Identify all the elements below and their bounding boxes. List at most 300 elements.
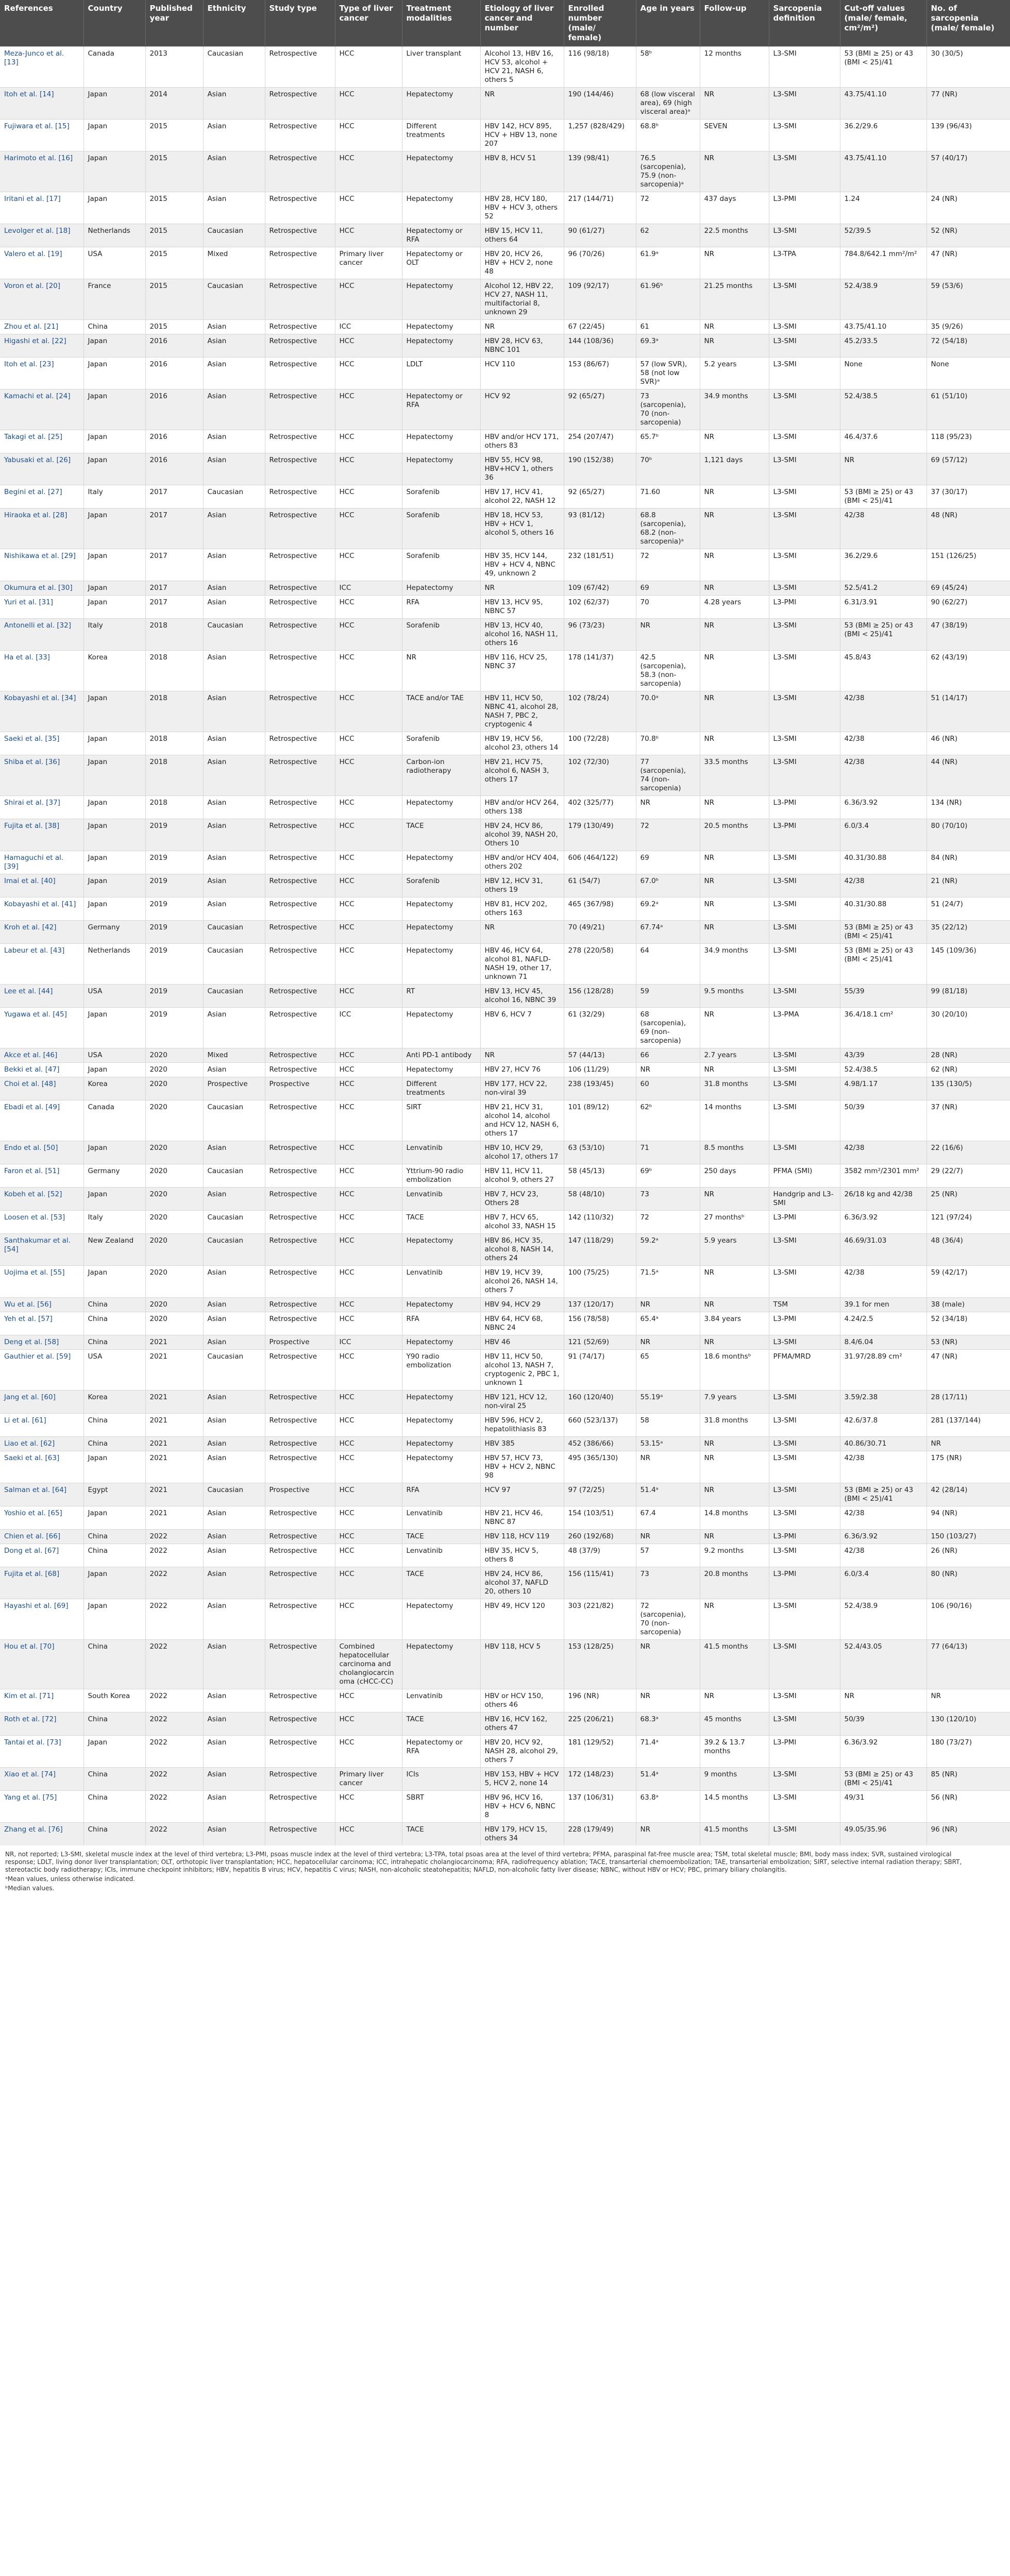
- table-cell: 437 days: [700, 192, 769, 224]
- reference-link[interactable]: Kobeh et al. [52]: [0, 1188, 83, 1211]
- table-cell: HCC: [335, 47, 402, 88]
- reference-link[interactable]: Ebadi et al. [49]: [0, 1100, 83, 1141]
- table-row: [0, 549, 1010, 581]
- table-cell: 46 (NR): [927, 732, 1010, 755]
- reference-link[interactable]: Endo et al. [50]: [0, 1141, 83, 1164]
- table-row: [0, 88, 1010, 120]
- table-cell: 61 (32/29): [564, 1008, 636, 1048]
- table-cell: 2016: [145, 453, 203, 485]
- table-cell: 135 (130/5): [927, 1077, 1010, 1100]
- reference-link[interactable]: Yoshio et al. [65]: [0, 1506, 83, 1530]
- table-cell: Retrospective: [265, 47, 335, 88]
- table-cell: HCC: [335, 619, 402, 651]
- table-cell: 2020: [145, 1077, 203, 1100]
- table-cell: HCC: [335, 796, 402, 819]
- table-cell: 156 (115/41): [564, 1567, 636, 1599]
- footnote-line: ᵃMean values, unless otherwise indicated.: [5, 1875, 136, 1883]
- table-cell: USA: [83, 1048, 145, 1063]
- reference-link[interactable]: Labeur et al. [43]: [0, 944, 83, 985]
- table-cell: 60: [636, 1077, 700, 1100]
- table-cell: Retrospective: [265, 1414, 335, 1437]
- table-cell: Asian: [203, 1791, 265, 1823]
- table-cell: 62: [636, 224, 700, 247]
- table-cell: HCC: [335, 985, 402, 1008]
- table-cell: NR: [636, 1640, 700, 1689]
- table-cell: Yttrium-90 radio embolization: [402, 1164, 480, 1188]
- table-cell: L3-SMI: [769, 224, 840, 247]
- table-row: [0, 1077, 1010, 1100]
- table-cell: Asian: [203, 1736, 265, 1768]
- table-cell: 47 (NR): [927, 1350, 1010, 1391]
- table-cell: 37 (30/17): [927, 485, 1010, 509]
- table-cell: L3-SMI: [769, 1437, 840, 1451]
- table-cell: 93 (81/12): [564, 509, 636, 549]
- table-cell: 106 (90/16): [927, 1599, 1010, 1640]
- table-cell: HCC: [335, 1312, 402, 1335]
- reference-link[interactable]: Deng et al. [58]: [0, 1335, 83, 1350]
- table-cell: Caucasian: [203, 619, 265, 651]
- reference-link[interactable]: Itoh et al. [14]: [0, 88, 83, 120]
- table-cell: Retrospective: [265, 1713, 335, 1736]
- table-cell: L3-SMI: [769, 509, 840, 549]
- table-cell: HCC: [335, 485, 402, 509]
- table-cell: HBV 35, HCV 144, HBV + HCV 4, NBNC 49, unknown 2: [480, 549, 564, 581]
- table-cell: 9 months: [700, 1768, 769, 1791]
- table-cell: 2017: [145, 581, 203, 596]
- column-header: Ethnicity: [203, 0, 265, 47]
- reference-link[interactable]: Bekki et al. [47]: [0, 1063, 83, 1077]
- table-cell: Retrospective: [265, 1791, 335, 1823]
- table-cell: 2020: [145, 1188, 203, 1211]
- reference-link[interactable]: Okumura et al. [30]: [0, 581, 83, 596]
- table-cell: Asian: [203, 1008, 265, 1048]
- table-cell: 96 (73/23): [564, 619, 636, 651]
- reference-link[interactable]: Kamachi et al. [24]: [0, 389, 83, 430]
- table-cell: 43.75/41.10: [840, 151, 927, 192]
- table-cell: L3-SMI: [769, 921, 840, 944]
- table-row: [0, 1211, 1010, 1234]
- table-cell: HCC: [335, 1100, 402, 1141]
- reference-link[interactable]: Meza-Junco et al. [13]: [0, 47, 83, 88]
- column-header: Country: [83, 0, 145, 47]
- table-cell: NR: [636, 1530, 700, 1544]
- table-cell: Sorafenib: [402, 874, 480, 897]
- table-row: [0, 1350, 1010, 1391]
- table-cell: Japan: [83, 874, 145, 897]
- table-cell: 3.59/2.38: [840, 1391, 927, 1414]
- table-row: [0, 1791, 1010, 1823]
- table-cell: Asian: [203, 596, 265, 619]
- table-cell: ICIs: [402, 1768, 480, 1791]
- table-cell: 36.2/29.6: [840, 120, 927, 151]
- reference-link[interactable]: Kobayashi et al. [34]: [0, 691, 83, 732]
- table-cell: Japan: [83, 581, 145, 596]
- reference-link[interactable]: Kroh et al. [42]: [0, 921, 83, 944]
- table-cell: 232 (181/51): [564, 549, 636, 581]
- table-cell: 14 months: [700, 1100, 769, 1141]
- reference-link[interactable]: Yang et al. [75]: [0, 1791, 83, 1823]
- reference-link[interactable]: Wu et al. [56]: [0, 1298, 83, 1312]
- table-cell: HBV 153, HBV + HCV 5, HCV 2, none 14: [480, 1768, 564, 1791]
- reference-link[interactable]: Antonelli et al. [32]: [0, 619, 83, 651]
- table-cell: 180 (73/27): [927, 1736, 1010, 1768]
- table-row: [0, 874, 1010, 897]
- table-cell: Retrospective: [265, 1211, 335, 1234]
- table-cell: Asian: [203, 1141, 265, 1164]
- table-cell: 36.4/18.1 cm²: [840, 1008, 927, 1048]
- table-row: [0, 985, 1010, 1008]
- table-cell: 52 (NR): [927, 224, 1010, 247]
- reference-link[interactable]: Hou et al. [70]: [0, 1640, 83, 1689]
- table-cell: 784.8/642.1 mm²/m²: [840, 247, 927, 279]
- table-cell: 53 (BMI ≥ 25) or 43 (BMI < 25)/41: [840, 1483, 927, 1506]
- table-cell: 63 (53/10): [564, 1141, 636, 1164]
- table-cell: NR: [700, 430, 769, 453]
- reference-link[interactable]: Uojima et al. [55]: [0, 1266, 83, 1298]
- table-cell: 2020: [145, 1048, 203, 1063]
- table-cell: 45 months: [700, 1713, 769, 1736]
- table-cell: L3-SMI: [769, 1640, 840, 1689]
- table-cell: PFMA/MRD: [769, 1350, 840, 1391]
- table-cell: HBV 121, HCV 12, non-viral 25: [480, 1391, 564, 1414]
- table-cell: Japan: [83, 1506, 145, 1530]
- table-cell: Netherlands: [83, 944, 145, 985]
- table-cell: NR: [700, 1437, 769, 1451]
- table-cell: Caucasian: [203, 1234, 265, 1266]
- table-cell: China: [83, 1640, 145, 1689]
- table-cell: 2019: [145, 874, 203, 897]
- table-cell: L3-SMI: [769, 389, 840, 430]
- table-cell: L3-SMI: [769, 1063, 840, 1077]
- table-row: [0, 279, 1010, 320]
- table-cell: Retrospective: [265, 732, 335, 755]
- reference-link[interactable]: Imai et al. [40]: [0, 874, 83, 897]
- reference-link[interactable]: Zhang et al. [76]: [0, 1823, 83, 1846]
- table-cell: Retrospective: [265, 1141, 335, 1164]
- table-cell: Lenvatinib: [402, 1141, 480, 1164]
- reference-link[interactable]: Faron et al. [51]: [0, 1164, 83, 1188]
- reference-link[interactable]: Jang et al. [60]: [0, 1391, 83, 1414]
- footnote-line: NR, not reported; L3-SMI, skeletal muscle index at the level of third vertebra; L3-PMI, psoas muscle index at the level of third vertebra; L3-TPA, total psoas area at the level of third vertebra; PFMA, paraspinal fat-free muscle area; TSM, total skeletal muscle; BMI, body mass index; SVR, sustained virological response; LDLT, living donor liver transplantation; OLT, orthotopic liver transplantation; HCC, hepatocellular carcinoma; ICC, intrahepatic cholangiocarcinoma; RFA, radiofrequency ablation; TACE, transarterial chemoembolization; TAE, transarterial embolization; SIRT, selective internal radiation therapy; SBRT, stereotactic body radiotherapy; ICIs, immune checkpoint inhibitors; HBV, hepatitis B virus; HCV, hepatitis C virus; NASH, non-alcoholic steatohepatitis; NAFLD, non-alcoholic fatty liver disease; NBNC, without HBV or HCV; PBC, primary biliary cholangitis.: [5, 1851, 962, 1873]
- table-cell: TACE: [402, 1530, 480, 1544]
- table-cell: L3-SMI: [769, 1234, 840, 1266]
- table-cell: Retrospective: [265, 985, 335, 1008]
- table-cell: 68.8 (sarcopenia), 68.2 (non-sarcopenia)ᵃ: [636, 509, 700, 549]
- table-cell: Netherlands: [83, 224, 145, 247]
- table-cell: L3-PMI: [769, 796, 840, 819]
- table-cell: 2018: [145, 691, 203, 732]
- reference-link[interactable]: Liao et al. [62]: [0, 1437, 83, 1451]
- table-cell: HCC: [335, 819, 402, 851]
- table-cell: Japan: [83, 151, 145, 192]
- table-cell: 145 (109/36): [927, 944, 1010, 985]
- reference-link[interactable]: Dong et al. [67]: [0, 1544, 83, 1567]
- reference-link[interactable]: Nishikawa et al. [29]: [0, 549, 83, 581]
- table-row: [0, 1567, 1010, 1599]
- reference-link[interactable]: Shirai et al. [37]: [0, 796, 83, 819]
- reference-link[interactable]: Hayashi et al. [69]: [0, 1599, 83, 1640]
- table-cell: Retrospective: [265, 1506, 335, 1530]
- reference-link[interactable]: Tantai et al. [73]: [0, 1736, 83, 1768]
- table-cell: Carbon-ion radiotherapy: [402, 755, 480, 796]
- table-row: [0, 1451, 1010, 1483]
- reference-link[interactable]: Roth et al. [72]: [0, 1713, 83, 1736]
- reference-link[interactable]: Salman et al. [64]: [0, 1483, 83, 1506]
- table-row: [0, 1335, 1010, 1350]
- table-cell: NR: [700, 796, 769, 819]
- table-cell: USA: [83, 247, 145, 279]
- table-cell: 24 (NR): [927, 192, 1010, 224]
- table-cell: Retrospective: [265, 1640, 335, 1689]
- table-cell: Asian: [203, 1823, 265, 1846]
- table-row: [0, 1164, 1010, 1188]
- reference-link[interactable]: Yuri et al. [31]: [0, 596, 83, 619]
- table-cell: L3-SMI: [769, 1414, 840, 1437]
- table-row: [0, 897, 1010, 921]
- table-cell: HBV 11, HCV 50, NBNC 41, alcohol 28, NASH 7, PBC 2, cryptogenic 4: [480, 691, 564, 732]
- table-row: [0, 358, 1010, 389]
- footnote-line: ᵇMedian values.: [5, 1885, 55, 1892]
- table-cell: 69: [636, 581, 700, 596]
- table-cell: 69.3ᵃ: [636, 334, 700, 358]
- table-cell: Japan: [83, 120, 145, 151]
- table-cell: China: [83, 1823, 145, 1846]
- table-cell: NR: [700, 247, 769, 279]
- column-header: References: [0, 0, 83, 47]
- table-cell: 6.36/3.92: [840, 1736, 927, 1768]
- table-cell: L3-SMI: [769, 1483, 840, 1506]
- reference-link[interactable]: Saeki et al. [63]: [0, 1451, 83, 1483]
- table-cell: 70.0ᵃ: [636, 691, 700, 732]
- table-cell: 69.2ᵃ: [636, 897, 700, 921]
- table-cell: SIRT: [402, 1100, 480, 1141]
- table-cell: NR: [700, 581, 769, 596]
- table-cell: Caucasian: [203, 47, 265, 88]
- table-cell: 42/38: [840, 1141, 927, 1164]
- table-cell: HCC: [335, 921, 402, 944]
- table-cell: 42/38: [840, 1451, 927, 1483]
- table-cell: Sorafenib: [402, 619, 480, 651]
- table-cell: Retrospective: [265, 596, 335, 619]
- table-cell: 2022: [145, 1640, 203, 1689]
- reference-link[interactable]: Higashi et al. [22]: [0, 334, 83, 358]
- table-cell: 42/38: [840, 755, 927, 796]
- reference-link[interactable]: Kim et al. [71]: [0, 1689, 83, 1713]
- reference-link[interactable]: Chien et al. [66]: [0, 1530, 83, 1544]
- reference-link[interactable]: Saeki et al. [35]: [0, 732, 83, 755]
- reference-link[interactable]: Yugawa et al. [45]: [0, 1008, 83, 1048]
- table-cell: 73: [636, 1188, 700, 1211]
- table-cell: 2022: [145, 1791, 203, 1823]
- reference-link[interactable]: Iritani et al. [17]: [0, 192, 83, 224]
- table-cell: 225 (206/21): [564, 1713, 636, 1736]
- table-cell: NR: [480, 88, 564, 120]
- reference-link[interactable]: Akce et al. [46]: [0, 1048, 83, 1063]
- table-cell: Caucasian: [203, 1100, 265, 1141]
- table-cell: Retrospective: [265, 1823, 335, 1846]
- table-cell: 27 monthsᵇ: [700, 1211, 769, 1234]
- table-cell: 41.5 months: [700, 1640, 769, 1689]
- table-cell: L3-SMI: [769, 334, 840, 358]
- table-cell: HBV 64, HCV 68, NBNC 24: [480, 1312, 564, 1335]
- table-cell: Asian: [203, 651, 265, 691]
- table-cell: 51.4ᵃ: [636, 1483, 700, 1506]
- table-cell: 92 (65/27): [564, 389, 636, 430]
- table-cell: Caucasian: [203, 224, 265, 247]
- table-cell: Hepatectomy: [402, 1234, 480, 1266]
- table-cell: 62 (NR): [927, 1063, 1010, 1077]
- table-cell: HBV 49, HCV 120: [480, 1599, 564, 1640]
- reference-link[interactable]: Li et al. [61]: [0, 1414, 83, 1437]
- table-row: [0, 120, 1010, 151]
- table-cell: 34.9 months: [700, 389, 769, 430]
- table-cell: 281 (137/144): [927, 1414, 1010, 1437]
- table-cell: Retrospective: [265, 1437, 335, 1451]
- table-row: [0, 819, 1010, 851]
- table-cell: 2015: [145, 224, 203, 247]
- table-cell: Hepatectomy: [402, 1335, 480, 1350]
- reference-link[interactable]: Valero et al. [19]: [0, 247, 83, 279]
- table-cell: HBV 28, HCV 180, HBV + HCV 3, others 52: [480, 192, 564, 224]
- table-cell: 4.28 years: [700, 596, 769, 619]
- reference-link[interactable]: Choi et al. [48]: [0, 1077, 83, 1100]
- table-cell: HBV 596, HCV 2, hepatolithiasis 83: [480, 1414, 564, 1437]
- column-header: Follow-up: [700, 0, 769, 47]
- table-row: [0, 1768, 1010, 1791]
- table-cell: 14.5 months: [700, 1791, 769, 1823]
- table-cell: 68.3ᵃ: [636, 1713, 700, 1736]
- table-cell: Hepatectomy: [402, 88, 480, 120]
- reference-link[interactable]: Fujiwara et al. [15]: [0, 120, 83, 151]
- table-cell: 5.9 years: [700, 1234, 769, 1266]
- table-cell: China: [83, 1414, 145, 1437]
- reference-link[interactable]: Begini et al. [27]: [0, 485, 83, 509]
- table-cell: China: [83, 1530, 145, 1544]
- table-cell: 101 (89/12): [564, 1100, 636, 1141]
- table-cell: 2015: [145, 192, 203, 224]
- table-cell: 30 (20/10): [927, 1008, 1010, 1048]
- table-cell: 61 (54/7): [564, 874, 636, 897]
- reference-link[interactable]: Yeh et al. [57]: [0, 1312, 83, 1335]
- table-cell: 172 (148/23): [564, 1768, 636, 1791]
- table-cell: 144 (108/36): [564, 334, 636, 358]
- table-cell: Retrospective: [265, 1048, 335, 1063]
- table-cell: NR: [700, 1008, 769, 1048]
- table-cell: HCC: [335, 358, 402, 389]
- table-cell: 71.5ᵃ: [636, 1266, 700, 1298]
- table-cell: NR: [700, 1335, 769, 1350]
- reference-link[interactable]: Ha et al. [33]: [0, 651, 83, 691]
- table-cell: NR: [927, 1689, 1010, 1713]
- table-cell: 495 (365/130): [564, 1451, 636, 1483]
- reference-link[interactable]: Lee et al. [44]: [0, 985, 83, 1008]
- table-cell: HBV 86, HCV 35, alcohol 8, NASH 14, others 24: [480, 1234, 564, 1266]
- table-cell: L3-SMI: [769, 985, 840, 1008]
- table-cell: 196 (NR): [564, 1689, 636, 1713]
- table-cell: HBV 16, HCV 162, others 47: [480, 1713, 564, 1736]
- table-cell: 20.8 months: [700, 1567, 769, 1599]
- table-cell: 20.5 months: [700, 819, 769, 851]
- reference-link[interactable]: Zhou et al. [21]: [0, 320, 83, 334]
- table-cell: HBV 46, HCV 64, alcohol 81, NAFLD-NASH 19, other 17, unknown 71: [480, 944, 564, 985]
- table-cell: 57 (40/17): [927, 151, 1010, 192]
- table-cell: HBV 13, HCV 40, alcohol 16, NASH 11, others 16: [480, 619, 564, 651]
- reference-link[interactable]: Harimoto et al. [16]: [0, 151, 83, 192]
- reference-link[interactable]: Itoh et al. [23]: [0, 358, 83, 389]
- table-cell: 57 (44/13): [564, 1048, 636, 1063]
- table-cell: HCC: [335, 1483, 402, 1506]
- table-cell: NR: [636, 619, 700, 651]
- reference-link[interactable]: Levolger et al. [18]: [0, 224, 83, 247]
- reference-link[interactable]: Loosen et al. [53]: [0, 1211, 83, 1234]
- table-cell: 2017: [145, 509, 203, 549]
- table-cell: Retrospective: [265, 151, 335, 192]
- table-cell: HBV 19, HCV 39, alcohol 26, NASH 14, others 7: [480, 1266, 564, 1298]
- table-cell: Asian: [203, 1437, 265, 1451]
- table-cell: L3-PMI: [769, 1211, 840, 1234]
- reference-link[interactable]: Shiba et al. [36]: [0, 755, 83, 796]
- table-cell: 2014: [145, 88, 203, 120]
- table-cell: L3-SMI: [769, 944, 840, 985]
- table-cell: 51 (24/7): [927, 897, 1010, 921]
- table-cell: Retrospective: [265, 1768, 335, 1791]
- reference-link[interactable]: Fujita et al. [68]: [0, 1567, 83, 1599]
- reference-link[interactable]: Yabusaki et al. [26]: [0, 453, 83, 485]
- table-cell: 2018: [145, 732, 203, 755]
- reference-link[interactable]: Xiao et al. [74]: [0, 1768, 83, 1791]
- table-cell: 59 (42/17): [927, 1266, 1010, 1298]
- table-cell: 228 (179/49): [564, 1823, 636, 1846]
- reference-link[interactable]: Voron et al. [20]: [0, 279, 83, 320]
- table-cell: HBV 13, HCV 95, NBNC 57: [480, 596, 564, 619]
- table-cell: 118 (95/23): [927, 430, 1010, 453]
- reference-link[interactable]: Kobayashi et al. [41]: [0, 897, 83, 921]
- table-cell: 44 (NR): [927, 755, 1010, 796]
- table-cell: L3-PMI: [769, 819, 840, 851]
- table-cell: Retrospective: [265, 1530, 335, 1544]
- reference-link[interactable]: Gauthier et al. [59]: [0, 1350, 83, 1391]
- table-cell: Hepatectomy: [402, 944, 480, 985]
- table-cell: Caucasian: [203, 1164, 265, 1188]
- table-cell: 9.2 months: [700, 1544, 769, 1567]
- reference-link[interactable]: Takagi et al. [25]: [0, 430, 83, 453]
- table-row: [0, 1713, 1010, 1736]
- reference-link[interactable]: Santhakumar et al. [54]: [0, 1234, 83, 1266]
- table-cell: 14.8 months: [700, 1506, 769, 1530]
- table-cell: L3-SMI: [769, 430, 840, 453]
- table-cell: NR: [700, 549, 769, 581]
- table-cell: HBV 11, HCV 11, alcohol 9, others 27: [480, 1164, 564, 1188]
- table-cell: Lenvatinib: [402, 1689, 480, 1713]
- table-cell: L3-SMI: [769, 732, 840, 755]
- table-row: [0, 796, 1010, 819]
- table-cell: Asian: [203, 358, 265, 389]
- table-cell: 43/39: [840, 1048, 927, 1063]
- table-cell: Japan: [83, 1266, 145, 1298]
- table-cell: L3-SMI: [769, 1823, 840, 1846]
- table-cell: Hepatectomy: [402, 921, 480, 944]
- reference-link[interactable]: Fujita et al. [38]: [0, 819, 83, 851]
- table-cell: HBV 35, HCV 5, others 8: [480, 1544, 564, 1567]
- table-cell: HCC: [335, 691, 402, 732]
- reference-link[interactable]: Hiraoka et al. [28]: [0, 509, 83, 549]
- table-cell: 260 (192/68): [564, 1530, 636, 1544]
- table-cell: HBV 24, HCV 86, alcohol 37, NAFLD 20, others 10: [480, 1567, 564, 1599]
- table-cell: 59 (53/6): [927, 279, 1010, 320]
- table-cell: 52 (34/18): [927, 1312, 1010, 1335]
- table-cell: Retrospective: [265, 1736, 335, 1768]
- reference-link[interactable]: Hamaguchi et al. [39]: [0, 851, 83, 874]
